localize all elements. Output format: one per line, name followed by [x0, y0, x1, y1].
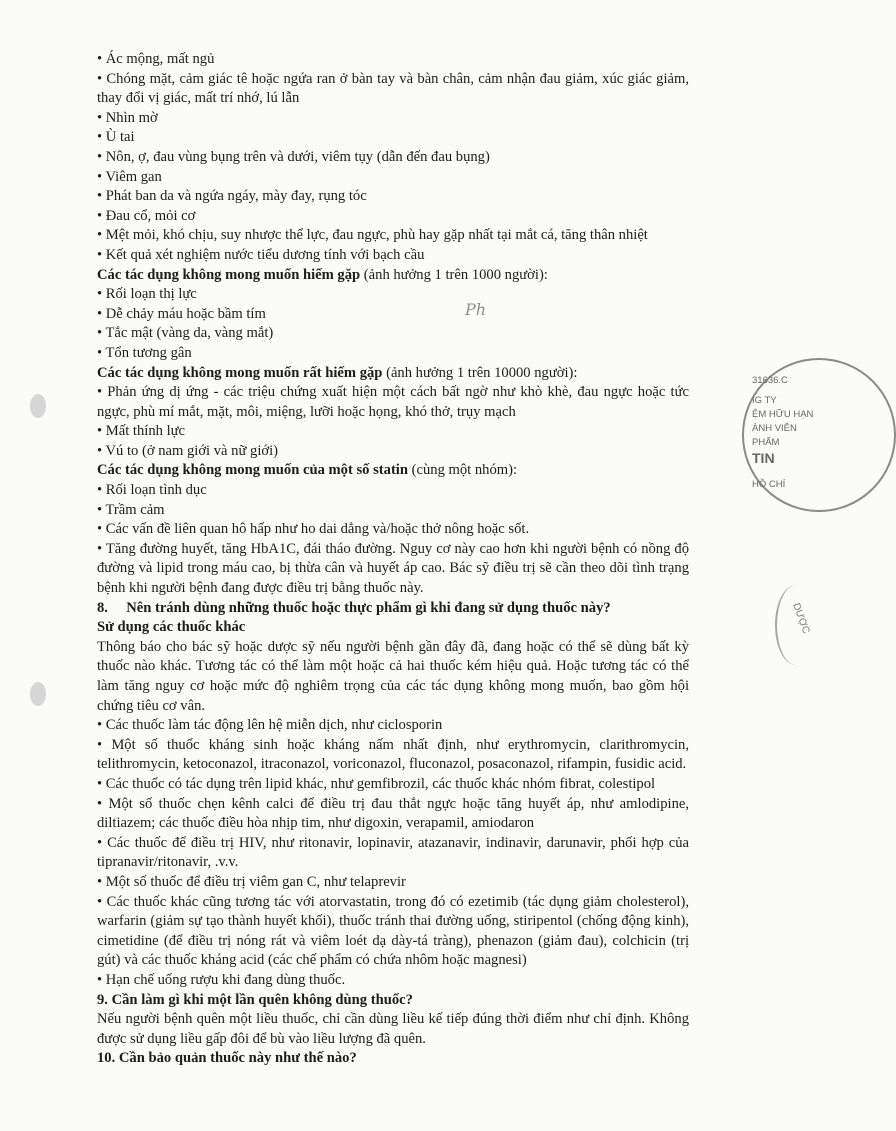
very-rare-effects-heading [97, 364, 689, 384]
list-item: • Hạn chế uống rượu khi đang dùng thuốc. [97, 971, 346, 988]
company-stamp [742, 358, 896, 512]
rare-heading-bold: Các tác dụng không mong muốn hiếm gặp [97, 266, 361, 283]
list-item: • Chóng mặt, cảm giác tê hoặc ngứa ran ở bàn tay và bàn chân, cảm nhận đau giảm, xúc giác giảm, thay đổi vị giác, mất trí nhớ, lú lẫn [97, 70, 689, 107]
stamp-line: IG TY [752, 395, 777, 406]
stamp-line: ỆM HỮU HẠN [752, 409, 814, 420]
list-item: • Một số thuốc để điều trị viêm gan C, như telaprevir [97, 873, 406, 890]
list-item: • Tăng đường huyết, tăng HbA1C, đái tháo đường. Nguy cơ này cao hơn khi người bệnh có nồng độ đường và lipid trong máu cao, bị thừa cân và huyết áp cao. Bác sỹ điều trị sẽ cần theo dõi tình trạng bệnh khi người bệnh đang được điều trị bằng thuốc này. [97, 540, 689, 597]
statin-effects-list [97, 481, 689, 599]
rare-heading-rest: (ảnh hưởng 1 trên 1000 người): [360, 266, 548, 283]
list-item: • Các thuốc khác cũng tương tác với atorvastatin, trong đó có ezetimib (tác dụng giảm cholesterol), warfarin (giảm sự tạo thành huyết khối), thuốc tránh thai đường uống, stiripentol (chống động kinh), cimetidine (để điều trị nóng rát và viêm loét dạ dày-tá tràng), phenazon (giảm đau), colchicin (trị gút) và các thuốc kháng acid (các chế phẩm có chứa nhôm hoặc magnesi) [97, 893, 689, 969]
section-8-heading: 8. Nên tránh dùng những thuốc hoặc thực phẩm gì khi đang sử dụng thuốc này? [97, 599, 611, 616]
statin-effects-heading [97, 461, 689, 481]
document-body [97, 50, 689, 1069]
edge-text: DƯỢC [790, 601, 812, 636]
stamp-line: ÀNH VIÊN [752, 423, 797, 434]
list-item: • Nhìn mờ [97, 109, 158, 126]
list-item: • Các thuốc để điều trị HIV, như ritonavir, lopinavir, atazanavir, indinavir, darunavir, phối hợp của tipranavir/ritonavir, .v.v. [97, 834, 689, 871]
list-item: • Kết quả xét nghiệm nước tiểu dương tính với bạch cầu [97, 246, 425, 263]
list-item: • Tắc mật (vàng da, vàng mắt) [97, 325, 274, 342]
binding-hole-mark [30, 394, 46, 418]
stamp-line: HỒ CHÍ [752, 479, 786, 490]
list-item: • Ác mộng, mất ngủ [97, 51, 215, 67]
list-item: • Ù tai [97, 129, 135, 146]
list-item: • Các thuốc có tác dụng trên lipid khác, như gemfibrozil, các thuốc khác nhóm fibrat, colestipol [97, 775, 656, 792]
list-item: • Phản ứng dị ứng - các triệu chứng xuất hiện một cách bất ngờ như khò khè, đau ngực hoặc tức ngực, phù mí mắt, mặt, môi, miệng, lưỡi hoặc họng, khó thở, trụy mạch [97, 384, 689, 420]
list-item: • Các vấn đề liên quan hô hấp như ho dai dẳng và/hoặc thở nông hoặc sốt. [97, 521, 530, 538]
rare-effects-heading [97, 266, 689, 286]
scan-edge-stamp [775, 585, 817, 665]
stamp-line: PHẨM [752, 437, 780, 448]
section-9-heading: 9. Cần làm gì khi một lần quên không dùng thuốc? [97, 991, 413, 1008]
other-drugs-intro: Thông báo cho bác sỹ hoặc dược sỹ nếu người bệnh gần đây đã, đang hoặc có thể sẽ dùng bất kỳ thuốc nào khác. Tương tác có thể làm một hoặc cả hai thuốc kém hiệu quả. Hoặc tương tác có thể làm tăng nguy cơ hoặc mức độ nghiêm trọng của các tác dụng không mong muốn, bao gồm hội chứng tiêu cơ vân. [97, 638, 689, 714]
list-item: • Trầm cảm [97, 501, 165, 518]
list-item: • Mất thính lực [97, 423, 186, 440]
stamp-line: 31636.C [752, 375, 788, 386]
list-item: • Rối loạn tình dục [97, 482, 207, 499]
list-item: • Một số thuốc chẹn kênh calci để điều trị đau thắt ngực hoặc tăng huyết áp, như amlodipine, diltiazem; các thuốc điều hòa nhịp tim, như digoxin, verapamil, amiodaron [97, 795, 689, 832]
statin-heading-bold: Các tác dụng không mong muốn của một số statin [97, 462, 408, 479]
list-item: • Rối loạn thị lực [97, 286, 197, 303]
binding-hole-mark [30, 682, 46, 706]
stamp-line: TIN [752, 450, 775, 466]
rare-effects-list [97, 285, 689, 363]
list-item: • Một số thuốc kháng sinh hoặc kháng nấm nhất định, như erythromycin, clarithromycin, telithromycin, ketoconazol, itraconazol, voriconazol, fluconazol, posaconazol, rifampin, fusidic acid. [97, 736, 689, 773]
list-item: • Tổn tương gân [97, 344, 192, 361]
list-item: • Viêm gan [97, 168, 162, 185]
other-drugs-heading: Sử dụng các thuốc khác [97, 619, 246, 636]
section-10-heading: 10. Cần bảo quản thuốc này như thế nào? [97, 1050, 357, 1067]
very-rare-heading-bold: Các tác dụng không mong muốn rất hiếm gặp [97, 364, 383, 381]
list-item: • Phát ban da và ngứa ngáy, mày đay, rụng tóc [97, 188, 367, 205]
very-rare-effects-list [97, 383, 689, 461]
section-9-text: Nếu người bệnh quên một liều thuốc, chỉ cần dùng liều kế tiếp đúng thời điểm như chỉ định. Không được sử dụng liều gấp đôi để bù vào liều lượng đã quên. [97, 1011, 689, 1047]
list-item: • Mệt mỏi, khó chịu, suy nhược thể lực, đau ngực, phù hay gặp nhất tại mắt cá, tăng thân nhiệt [97, 227, 648, 244]
list-item: • Đau cổ, mỏi cơ [97, 207, 196, 224]
list-item: • Các thuốc làm tác động lên hệ miễn dịch, như ciclosporin [97, 717, 443, 734]
list-item: • Vú to (ở nam giới và nữ giới) [97, 442, 279, 459]
very-rare-heading-rest: (ảnh hưởng 1 trên 10000 người): [382, 364, 578, 381]
list-item: • Nôn, ợ, đau vùng bụng trên và dưới, viêm tụy (dẫn đến đau bụng) [97, 148, 490, 165]
list-item: • Dễ chảy máu hoặc bầm tím [97, 305, 266, 322]
side-effects-list [97, 50, 689, 266]
handwritten-initials: Ph [465, 300, 487, 319]
interacting-drugs-list [97, 716, 689, 990]
statin-heading-rest: (cùng một nhóm): [407, 462, 518, 479]
